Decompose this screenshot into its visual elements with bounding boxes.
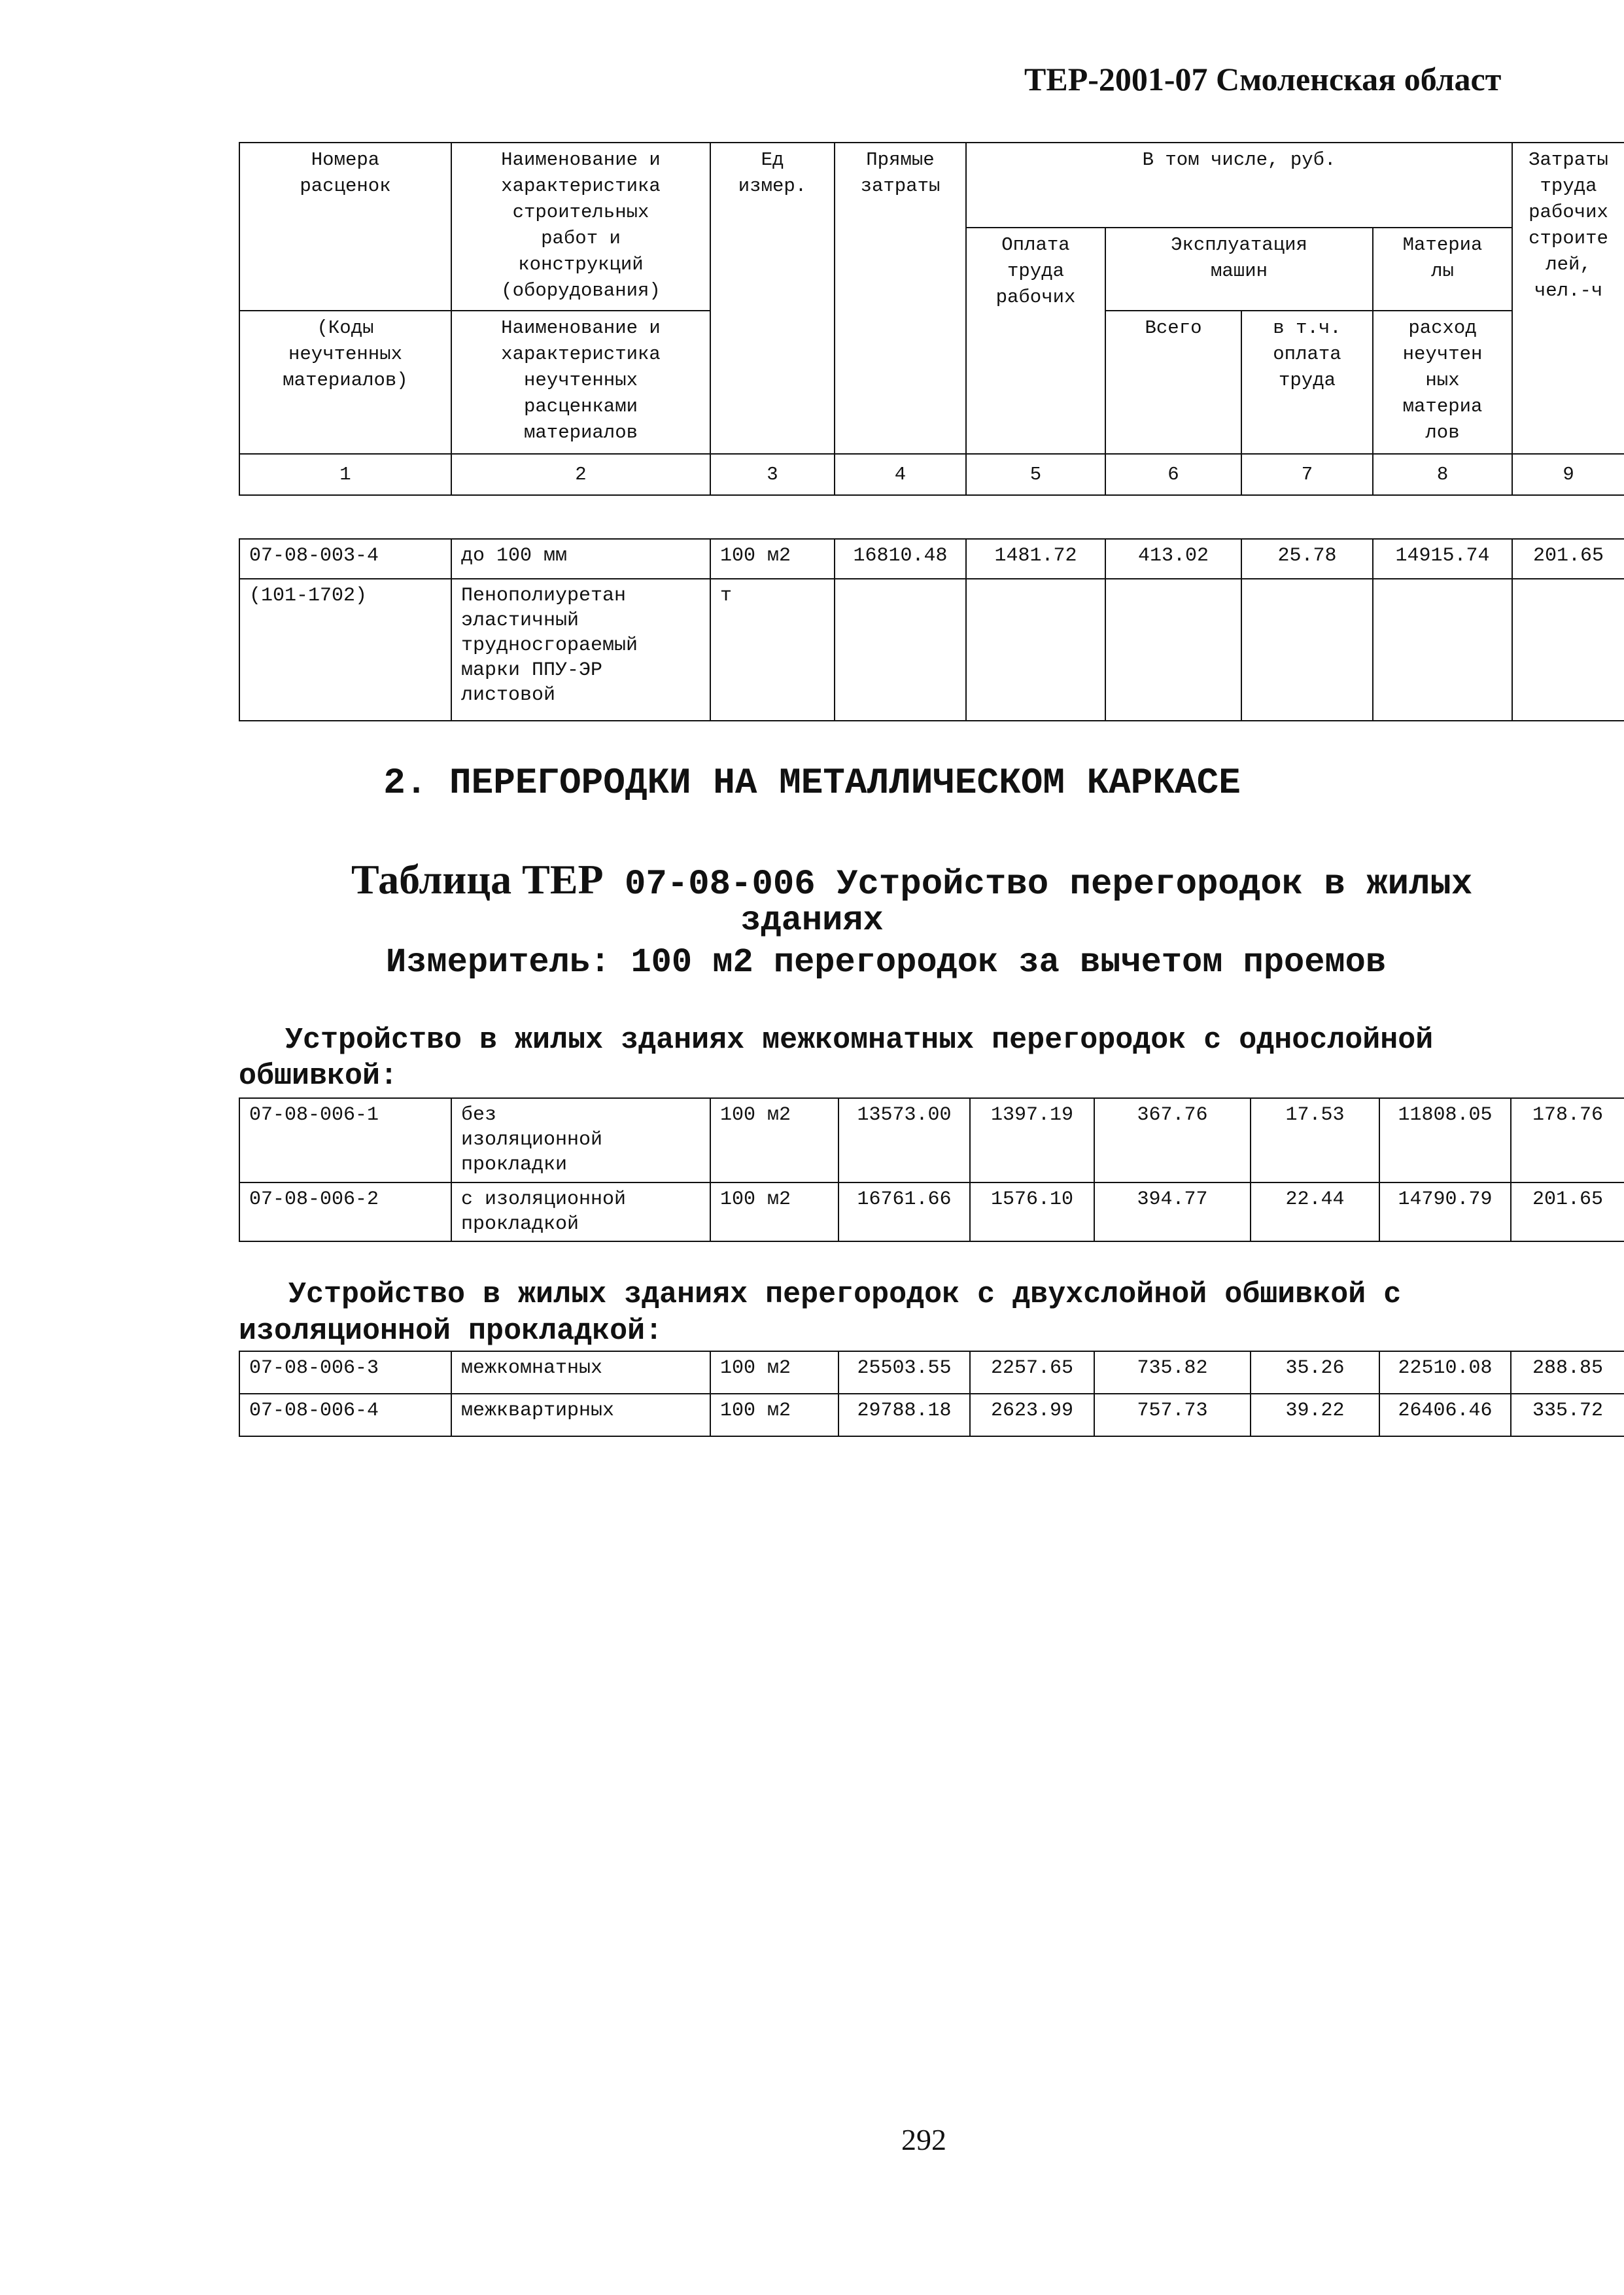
materials: 26406.46 (1379, 1394, 1511, 1436)
labor-costs: 288.85 (1511, 1351, 1624, 1394)
header-machine-operation: Эксплуатация машин (1105, 228, 1373, 311)
direct-costs: 29788.18 (838, 1394, 970, 1436)
unit: 100 м2 (710, 539, 835, 579)
unit: 100 м2 (710, 1098, 838, 1182)
labor-costs: 201.65 (1512, 539, 1624, 579)
column-number: 1 (239, 454, 451, 495)
rate-code: 07-08-006-2 (239, 1182, 451, 1241)
table-row (239, 1098, 1624, 1182)
column-number: 2 (451, 454, 710, 495)
material-code: (101-1702) (239, 579, 451, 721)
group1-caption: Устройство в жилых зданиях межкомнатных перегородок с однослойной (285, 1024, 1434, 1057)
unit: 100 м2 (710, 1394, 838, 1436)
work-name: без изоляционной прокладки (451, 1098, 710, 1182)
table-row (239, 539, 1624, 579)
direct-costs: 13573.00 (838, 1098, 970, 1182)
measure-unit: Измеритель: 100 м2 перегородок за вычетом проемов (386, 943, 1387, 982)
labor-costs: 335.72 (1511, 1394, 1624, 1436)
header-machines-total: Всего (1105, 311, 1241, 454)
column-header-table (239, 142, 1624, 496)
workers-pay: 1397.19 (970, 1098, 1094, 1182)
empty-cell (1241, 579, 1373, 721)
machines-total: 367.76 (1094, 1098, 1251, 1182)
table-row (239, 579, 1624, 721)
machines-pay: 39.22 (1251, 1394, 1379, 1436)
header-unit: Ед измер. (710, 143, 835, 454)
materials: 22510.08 (1379, 1351, 1511, 1394)
rates-table-003 (239, 538, 1624, 721)
header-including-rub: В том числе, руб. (966, 143, 1512, 228)
work-name: межкомнатных (451, 1351, 710, 1394)
column-number: 6 (1105, 454, 1241, 495)
empty-cell (1373, 579, 1512, 721)
column-number: 8 (1373, 454, 1512, 495)
work-name: до 100 мм (451, 539, 710, 579)
rates-table-006-double (239, 1351, 1624, 1437)
direct-costs: 25503.55 (838, 1351, 970, 1394)
empty-cell (1105, 579, 1241, 721)
rates-table-006-single (239, 1097, 1624, 1242)
group2-caption-cont: изоляционной прокладкой: (239, 1315, 663, 1348)
work-name: межквартирных (451, 1394, 710, 1436)
section-title: 2. ПЕРЕГОРОДКИ НА МЕТАЛЛИЧЕСКОМ КАРКАСЕ (383, 762, 1241, 804)
header-rate-numbers: Номера расценок (239, 143, 451, 311)
table-title-line2: зданиях (740, 901, 884, 940)
header-work-name: Наименование и характеристика строительных работ и конструкций (оборудования) (451, 143, 710, 311)
page-number: 292 (901, 2123, 946, 2156)
header-material-name: Наименование и характеристика неучтенных расценками материалов (451, 311, 710, 454)
header-labor-costs: Затраты труда рабочих строите лей, чел.-ч (1512, 143, 1624, 454)
machines-pay: 17.53 (1251, 1098, 1379, 1182)
material-name: Пенополиуретан эластичный трудносгораемый марки ППУ-ЭР листовой (451, 579, 710, 721)
column-number: 3 (710, 454, 835, 495)
table-row (239, 1394, 1624, 1436)
empty-cell (966, 579, 1105, 721)
machines-total: 735.82 (1094, 1351, 1251, 1394)
machines-pay: 25.78 (1241, 539, 1373, 579)
column-number: 4 (835, 454, 966, 495)
materials: 14790.79 (1379, 1182, 1511, 1241)
unit: 100 м2 (710, 1182, 838, 1241)
labor-costs: 178.76 (1511, 1098, 1624, 1182)
header-materials: Материа лы (1373, 228, 1512, 311)
rate-code: 07-08-006-4 (239, 1394, 451, 1436)
unit: 100 м2 (710, 1351, 838, 1394)
empty-cell (835, 579, 966, 721)
header-material-codes: (Коды неучтенных материалов) (239, 311, 451, 454)
table-row (239, 1182, 1624, 1241)
column-number: 7 (1241, 454, 1373, 495)
labor-costs: 201.65 (1511, 1182, 1624, 1241)
materials: 11808.05 (1379, 1098, 1511, 1182)
header-material-consumption: расход неучтен ных материа лов (1373, 311, 1512, 454)
header-workers-pay: Оплата труда рабочих (966, 228, 1105, 454)
direct-costs: 16761.66 (838, 1182, 970, 1241)
rate-code: 07-08-006-1 (239, 1098, 451, 1182)
machines-total: 394.77 (1094, 1182, 1251, 1241)
rate-code: 07-08-006-3 (239, 1351, 451, 1394)
column-number: 5 (966, 454, 1105, 495)
table-title-rest: 07-08-006 Устройство перегородок в жилых (603, 865, 1473, 905)
workers-pay: 1481.72 (966, 539, 1105, 579)
page-header: ТЕР-2001-07 Смоленская област (1024, 61, 1502, 97)
column-number: 9 (1512, 454, 1624, 495)
table-row (239, 1351, 1624, 1394)
group2-caption: Устройство в жилых зданиях перегородок с двухслойной обшивкой с (288, 1278, 1402, 1311)
material-unit: т (710, 579, 835, 721)
table-title (351, 855, 1472, 905)
empty-cell (1512, 579, 1624, 721)
workers-pay: 2257.65 (970, 1351, 1094, 1394)
group1-caption-cont: обшивкой: (239, 1060, 398, 1093)
machines-pay: 35.26 (1251, 1351, 1379, 1394)
workers-pay: 2623.99 (970, 1394, 1094, 1436)
machines-pay: 22.44 (1251, 1182, 1379, 1241)
direct-costs: 16810.48 (835, 539, 966, 579)
table-title-prefix: Таблица ТЕР (351, 856, 604, 903)
header-direct-costs: Прямые затраты (835, 143, 966, 454)
work-name: с изоляционной прокладкой (451, 1182, 710, 1241)
materials: 14915.74 (1373, 539, 1512, 579)
machines-total: 757.73 (1094, 1394, 1251, 1436)
rate-code: 07-08-003-4 (239, 539, 451, 579)
header-machines-pay: в т.ч. оплата труда (1241, 311, 1373, 454)
workers-pay: 1576.10 (970, 1182, 1094, 1241)
machines-total: 413.02 (1105, 539, 1241, 579)
